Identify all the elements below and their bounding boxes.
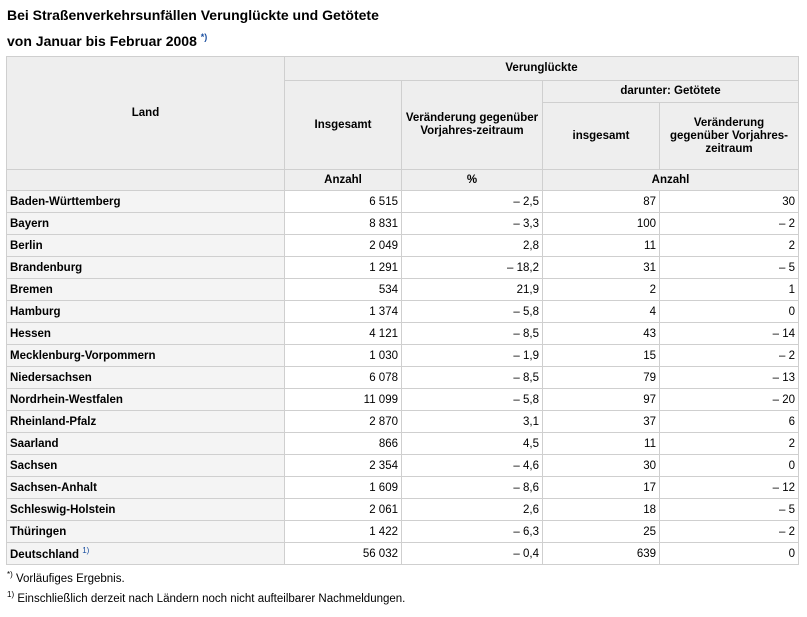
row-land-cell-text: Bremen: [10, 283, 53, 296]
row-getoetete-veraenderung-cell-text: – 20: [772, 393, 795, 406]
row-getoetete-veraenderung-cell-text: 6: [788, 415, 795, 428]
table-row: [7, 191, 799, 213]
row-veraenderung-cell-text: – 4,6: [513, 459, 539, 472]
footnote-link[interactable]: 1): [82, 546, 90, 555]
header-unit-empty: [7, 170, 285, 191]
row-insgesamt-cell-text: 534: [378, 283, 398, 296]
table-row: [7, 301, 799, 323]
header-unit-percent: %: [402, 170, 543, 191]
row-veraenderung-cell: [402, 279, 543, 301]
row-land-cell: [7, 455, 285, 477]
row-land-cell: [7, 279, 285, 301]
row-insgesamt-cell-text: 6 078: [369, 371, 398, 384]
row-getoetete-veraenderung-cell: [660, 477, 799, 499]
row-insgesamt-cell: [285, 411, 402, 433]
row-veraenderung-cell: [402, 521, 543, 543]
table-row: [7, 235, 799, 257]
row-insgesamt-cell-text: 1 422: [369, 525, 398, 538]
row-getoetete-veraenderung-cell: [660, 433, 799, 455]
row-land-cell-text: Deutschland: [10, 549, 80, 561]
table-row: [7, 521, 799, 543]
row-veraenderung-cell-text: – 2,5: [513, 195, 539, 208]
table-row: [7, 279, 799, 301]
row-getoetete-cell: [543, 235, 660, 257]
page-title: [7, 4, 379, 52]
table-row: [7, 477, 799, 499]
row-getoetete-veraenderung-cell: [660, 455, 799, 477]
footnote-marker: 1): [7, 590, 15, 599]
table-row: [7, 323, 799, 345]
row-getoetete-veraenderung-cell-text: – 14: [772, 327, 795, 340]
row-land-cell: [7, 367, 285, 389]
row-land-cell-text: Schleswig-Holstein: [10, 503, 116, 516]
row-insgesamt-cell: [285, 301, 402, 323]
footnote-text: Vorläufiges Ergebnis.: [15, 573, 125, 585]
row-getoetete-veraenderung-cell: [660, 235, 799, 257]
row-land-cell: [7, 345, 285, 367]
row-insgesamt-cell-text: 1 030: [369, 349, 398, 362]
row-getoetete-veraenderung-cell: [660, 389, 799, 411]
row-land-cell: [7, 433, 285, 455]
header-darunter-getoetete: darunter: Getötete: [543, 81, 799, 103]
row-land-cell: [7, 499, 285, 521]
row-getoetete-cell-text: 2: [649, 283, 656, 296]
row-land-cell-text: Saarland: [10, 437, 59, 450]
row-veraenderung-cell: [402, 499, 543, 521]
row-getoetete-cell: [543, 213, 660, 235]
row-getoetete-veraenderung-cell: [660, 279, 799, 301]
row-getoetete-cell: [543, 367, 660, 389]
row-getoetete-veraenderung-cell: [660, 257, 799, 279]
row-veraenderung-cell-text: – 8,5: [513, 371, 539, 384]
row-getoetete-cell: [543, 411, 660, 433]
row-getoetete-cell-text: 79: [643, 371, 656, 384]
row-getoetete-veraenderung-cell: [660, 499, 799, 521]
row-insgesamt-cell: [285, 543, 402, 565]
row-getoetete-cell-text: 11: [644, 239, 656, 252]
header-land: Land: [7, 57, 285, 170]
footnote-marker: *): [7, 570, 13, 579]
row-insgesamt-cell-text: 2 354: [369, 459, 398, 472]
row-getoetete-veraenderung-cell: [660, 191, 799, 213]
row-veraenderung-cell-text: 2,6: [523, 503, 539, 516]
row-veraenderung-cell: [402, 455, 543, 477]
row-veraenderung-cell-text: – 3,3: [513, 217, 539, 230]
row-getoetete-veraenderung-cell-text: 0: [788, 459, 795, 472]
header-unit-anzahl: Anzahl: [285, 170, 402, 191]
row-veraenderung-cell-text: – 6,3: [513, 525, 539, 538]
row-land-cell-text: Mecklenburg-Vorpommern: [10, 349, 156, 362]
row-getoetete-cell-text: 639: [636, 547, 656, 560]
table-body: [7, 191, 799, 565]
row-veraenderung-cell-text: – 18,2: [507, 261, 539, 274]
row-veraenderung-cell: [402, 213, 543, 235]
row-veraenderung-cell: [402, 477, 543, 499]
row-getoetete-cell: [543, 279, 660, 301]
title-line-1: Bei Straßenverkehrsunfällen Verunglückte und Getötete: [7, 7, 379, 23]
row-insgesamt-cell-text: 11 099: [363, 393, 398, 406]
row-veraenderung-cell-text: – 5,8: [513, 305, 539, 318]
row-getoetete-cell: [543, 477, 660, 499]
row-insgesamt-cell: [285, 455, 402, 477]
row-getoetete-veraenderung-cell: [660, 323, 799, 345]
data-table: [6, 56, 799, 565]
table-row: [7, 213, 799, 235]
row-insgesamt-cell: [285, 499, 402, 521]
row-land-cell: [7, 257, 285, 279]
row-insgesamt-cell: [285, 389, 402, 411]
row-veraenderung-cell: [402, 323, 543, 345]
row-getoetete-cell: [543, 543, 660, 565]
row-land-cell: [7, 301, 285, 323]
row-veraenderung-cell-text: 2,8: [523, 239, 539, 252]
row-land-cell-text: Rheinland-Pfalz: [10, 415, 97, 428]
row-land-cell-text: Bayern: [10, 217, 49, 230]
row-insgesamt-cell-text: 56 032: [362, 547, 398, 560]
row-getoetete-cell: [543, 455, 660, 477]
row-veraenderung-cell-text: 3,1: [523, 415, 539, 428]
row-getoetete-cell-text: 87: [643, 195, 656, 208]
row-land-cell-text: Niedersachsen: [10, 371, 92, 384]
row-land-cell: [7, 323, 285, 345]
row-land-cell: [7, 543, 285, 565]
row-getoetete-cell: [543, 433, 660, 455]
row-getoetete-cell-text: 97: [643, 393, 656, 406]
row-getoetete-veraenderung-cell: [660, 213, 799, 235]
row-veraenderung-cell: [402, 389, 543, 411]
row-getoetete-veraenderung-cell-text: 2: [788, 239, 795, 252]
row-land-cell: [7, 191, 285, 213]
row-veraenderung-cell: [402, 433, 543, 455]
table-row: [7, 499, 799, 521]
row-insgesamt-cell: [285, 235, 402, 257]
row-getoetete-cell-text: 37: [643, 415, 656, 428]
table-row: [7, 345, 799, 367]
title-line-2: [7, 26, 379, 52]
table-row: [7, 433, 799, 455]
row-insgesamt-cell: [285, 367, 402, 389]
row-getoetete-cell: [543, 521, 660, 543]
row-getoetete-veraenderung-cell-text: 2: [788, 437, 795, 450]
row-veraenderung-cell-text: – 0,4: [513, 547, 539, 560]
table-row: [7, 543, 799, 565]
row-getoetete-cell: [543, 301, 660, 323]
row-insgesamt-cell: [285, 323, 402, 345]
header-veraenderung: Veränderung gegenüber Vorjahres-zeitraum: [402, 81, 543, 170]
row-getoetete-veraenderung-cell-text: 30: [782, 195, 795, 208]
row-insgesamt-cell-text: 4 121: [369, 327, 398, 340]
header-veraenderung-2: Veränderung gegenüber Vorjahres-zeitraum: [660, 103, 799, 170]
row-veraenderung-cell: [402, 345, 543, 367]
row-getoetete-cell-text: 11: [644, 437, 656, 450]
header-insgesamt: Insgesamt: [285, 81, 402, 170]
row-getoetete-cell: [543, 499, 660, 521]
row-veraenderung-cell: [402, 367, 543, 389]
row-insgesamt-cell-text: 2 061: [369, 503, 398, 516]
row-veraenderung-cell-text: 21,9: [516, 283, 539, 296]
row-land-cell-text: Baden-Württemberg: [10, 195, 121, 208]
row-getoetete-cell-text: 17: [643, 481, 656, 494]
row-getoetete-cell-text: 15: [643, 349, 656, 362]
table-row: [7, 455, 799, 477]
row-insgesamt-cell-text: 1 291: [369, 261, 398, 274]
row-getoetete-veraenderung-cell-text: 0: [788, 547, 795, 560]
row-getoetete-veraenderung-cell-text: – 2: [779, 349, 795, 362]
row-getoetete-cell-text: 31: [643, 261, 656, 274]
row-insgesamt-cell: [285, 477, 402, 499]
row-land-cell-text: Hessen: [10, 327, 51, 340]
row-getoetete-cell-text: 25: [643, 525, 656, 538]
row-getoetete-cell-text: 100: [636, 217, 656, 230]
header-verunglueckte: Verunglückte: [285, 57, 799, 81]
row-getoetete-veraenderung-cell-text: – 13: [772, 371, 795, 384]
row-getoetete-veraenderung-cell: [660, 411, 799, 433]
row-insgesamt-cell: [285, 345, 402, 367]
row-getoetete-cell: [543, 191, 660, 213]
footnote-text: Einschließlich derzeit nach Ländern noch nicht aufteilbarer Nachmeldungen.: [17, 593, 406, 605]
row-veraenderung-cell-text: 4,5: [523, 437, 539, 450]
row-veraenderung-cell: [402, 235, 543, 257]
row-veraenderung-cell-text: – 8,6: [513, 481, 539, 494]
row-insgesamt-cell-text: 866: [378, 437, 398, 450]
row-veraenderung-cell-text: – 8,5: [513, 327, 539, 340]
row-getoetete-veraenderung-cell: [660, 367, 799, 389]
table-row: [7, 389, 799, 411]
row-getoetete-veraenderung-cell: [660, 543, 799, 565]
row-land-cell-text: Nordrhein-Westfalen: [10, 393, 123, 406]
row-land-cell-text: Thüringen: [10, 525, 67, 538]
row-land-cell: [7, 389, 285, 411]
row-veraenderung-cell: [402, 411, 543, 433]
row-land-cell: [7, 411, 285, 433]
row-getoetete-veraenderung-cell-text: – 2: [779, 525, 795, 538]
row-land-cell-text: Sachsen: [10, 459, 58, 472]
row-getoetete-veraenderung-cell-text: – 12: [772, 481, 795, 494]
row-veraenderung-cell-text: – 1,9: [513, 349, 539, 362]
row-getoetete-cell: [543, 389, 660, 411]
row-insgesamt-cell-text: 8 831: [369, 217, 398, 230]
row-insgesamt-cell: [285, 279, 402, 301]
title-line-2-text: von Januar bis Februar 2008: [7, 33, 197, 49]
row-veraenderung-cell-text: – 5,8: [513, 393, 539, 406]
row-getoetete-cell: [543, 257, 660, 279]
row-veraenderung-cell: [402, 301, 543, 323]
row-getoetete-cell: [543, 345, 660, 367]
row-getoetete-veraenderung-cell-text: – 5: [779, 503, 795, 516]
row-land-cell: [7, 477, 285, 499]
row-insgesamt-cell-text: 1 609: [369, 481, 398, 494]
row-insgesamt-cell: [285, 521, 402, 543]
row-getoetete-cell-text: 30: [643, 459, 656, 472]
row-veraenderung-cell: [402, 543, 543, 565]
row-getoetete-veraenderung-cell-text: – 5: [779, 261, 795, 274]
table-row: [7, 367, 799, 389]
title-footnote-link[interactable]: *): [200, 32, 208, 42]
footnote-1: [7, 570, 125, 585]
row-insgesamt-cell-text: 2 049: [369, 239, 398, 252]
row-getoetete-veraenderung-cell-text: 0: [788, 305, 795, 318]
table-row: [7, 257, 799, 279]
row-insgesamt-cell: [285, 213, 402, 235]
row-land-cell-text: Berlin: [10, 239, 43, 252]
row-insgesamt-cell: [285, 433, 402, 455]
row-land-cell-text: Sachsen-Anhalt: [10, 481, 97, 494]
row-getoetete-veraenderung-cell: [660, 521, 799, 543]
row-land-cell-text: Hamburg: [10, 305, 61, 318]
header-unit-anzahl-2: Anzahl: [543, 170, 799, 191]
row-insgesamt-cell: [285, 257, 402, 279]
row-land-cell: [7, 235, 285, 257]
row-getoetete-cell-text: 43: [643, 327, 656, 340]
footnote-2: [7, 590, 405, 605]
row-land-cell: [7, 521, 285, 543]
row-getoetete-veraenderung-cell-text: – 2: [779, 217, 795, 230]
row-veraenderung-cell: [402, 257, 543, 279]
row-getoetete-veraenderung-cell: [660, 301, 799, 323]
header-insgesamt-lower: insgesamt: [543, 103, 660, 170]
row-land-cell-text: Brandenburg: [10, 261, 83, 274]
row-getoetete-veraenderung-cell-text: 1: [788, 283, 795, 296]
row-getoetete-cell-text: 18: [643, 503, 656, 516]
row-insgesamt-cell: [285, 191, 402, 213]
row-veraenderung-cell: [402, 191, 543, 213]
row-insgesamt-cell-text: 6 515: [369, 195, 398, 208]
row-getoetete-cell-text: 4: [649, 305, 656, 318]
row-land-cell: [7, 213, 285, 235]
row-getoetete-veraenderung-cell: [660, 345, 799, 367]
row-insgesamt-cell-text: 2 870: [369, 415, 398, 428]
row-getoetete-cell: [543, 323, 660, 345]
table-row: [7, 411, 799, 433]
row-insgesamt-cell-text: 1 374: [369, 305, 398, 318]
